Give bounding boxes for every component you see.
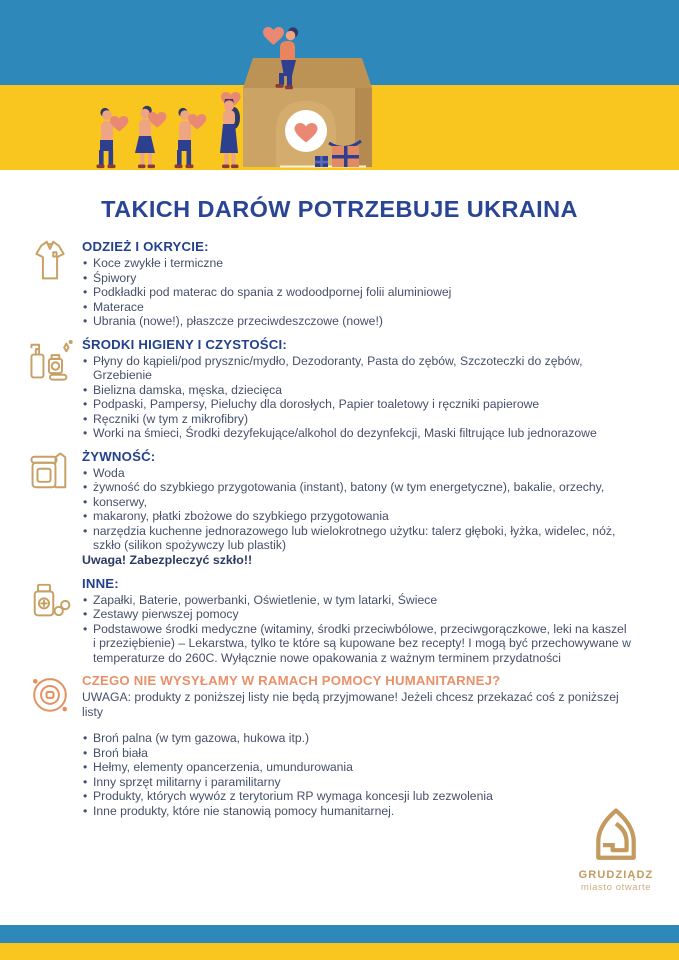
list-item: • Broń biała	[82, 746, 631, 761]
sections-list	[0, 239, 679, 818]
list-item: • makarony, płatki zbożowe do szybkiego przygotowania	[82, 509, 631, 524]
hygiene-products-icon	[26, 334, 74, 386]
list-item: • Śpiwory	[82, 271, 631, 286]
page-title: TAKICH DARÓW POTRZEBUJE UKRAINA	[101, 196, 578, 222]
list-item: • Worki na śmieci, Środki dezyfekujące/alkohol do dezynfekcji, Maski filtrujące lub jednorazowe	[82, 426, 631, 441]
list-item: • Zapałki, Baterie, powerbanki, Oświetlenie, w tym latarki, Świece	[82, 593, 631, 608]
list-item: • Podpaski, Pampersy, Pieluchy dla dorosłych, Papier toaletowy i ręczniki papierowe	[82, 397, 631, 412]
list-item: • Hełmy, elementy opancerzenia, umundurowania	[82, 760, 631, 775]
list-item: • Materace	[82, 300, 631, 315]
list-item: • Broń palna (w tym gazowa, hukowa itp.)	[82, 731, 631, 746]
section-heading: ODZIEŻ I OKRYCIE:	[82, 239, 209, 254]
food-jar-icon	[26, 446, 74, 498]
medicine-bottle-icon	[26, 573, 74, 625]
list-item: • Produkty, których wywóz z terytorium RP wymaga koncesji lub zezwolenia	[82, 789, 631, 804]
section-not-accepted	[82, 673, 631, 818]
list-item: • Zestawy pierwszej pomocy	[82, 607, 631, 622]
prohibited-icon	[26, 670, 74, 722]
warning-intro: UWAGA: produkty z poniższej listy nie będą przyjmowane! Jeżeli chcesz przekazać coś z poniższej listy	[82, 690, 619, 719]
banner	[0, 0, 679, 170]
section-other	[82, 576, 631, 666]
footer-stripe-blue	[0, 925, 679, 943]
list-item: • żywność do szybkiego przygotowania (instant), batony (w tym energetyczne), bakalie, orzechy,	[82, 480, 631, 495]
section-clothing	[82, 239, 631, 329]
grudziadz-logo	[578, 806, 654, 893]
list-item: • Podkładki pod materac do spania z wodoodpornej folii aluminiowej	[82, 285, 631, 300]
section-heading: ŚRODKI HIGIENY I CZYSTOŚCI:	[82, 336, 287, 352]
section-heading: ŻYWNOŚĆ:	[82, 448, 156, 464]
list-item: • Bielizna damska, męska, dziecięca	[82, 383, 631, 398]
list-item: • Inne produkty, które nie stanowią pomocy humanitarnej.	[82, 804, 631, 819]
section-food	[82, 449, 631, 568]
list-item: • Podstawowe środki medyczne (witaminy, środki przeciwbólowe, przeciwgorączkowe, leki na kaszel i przeziębienie) – Lekarstwa, tylko te które są kupowane bez recepty! I mogą być przechowywane w temperaturze do 260C. Wyłącznie nowe opakowania z ważnym terminem przydatności	[82, 622, 631, 666]
list-item: • Ręczniki (w tym z mikrofibry)	[82, 412, 631, 427]
list-item: • narzędzia kuchenne jednorazowego lub wielokrotnego użytku: talerz głęboki, łyżka, widelec, nóż, szkło (silikon spożywczy lub plastik)	[82, 524, 631, 553]
section-heading: CZEGO NIE WYSYŁAMY W RAMACH POMOCY HUMANITARNEJ?	[82, 673, 501, 688]
list-item: • konserwy,	[82, 495, 631, 510]
logo-tagline: miasto otwarte	[580, 882, 652, 893]
list-item: • Płyny do kąpieli/pod prysznic/mydło, Dezodoranty, Pasta do zębów, Szczoteczki do zębów, Grzebienie	[82, 354, 631, 383]
logo-city-name: GRUDZIĄDZ	[578, 869, 654, 881]
list-item: • Koce zwykłe i termiczne	[82, 256, 631, 271]
tshirt-icon	[26, 236, 74, 288]
section-heading: INNE:	[82, 575, 119, 591]
glass-warning-note: Uwaga! Zabezpleczyć szkło!!	[82, 552, 253, 567]
list-item: • Inny sprzęt militarny i paramilitarny	[82, 775, 631, 790]
people-carrying-hearts-to-donation-box-illustration	[0, 0, 679, 170]
city-gate-arch-icon	[589, 806, 643, 864]
section-hygiene	[82, 337, 631, 441]
footer-stripe-yellow	[0, 943, 679, 960]
list-item: • Ubrania (nowe!), płaszcze przeciwdeszczowe (nowe!)	[82, 314, 631, 329]
list-item: • Woda	[82, 466, 631, 481]
